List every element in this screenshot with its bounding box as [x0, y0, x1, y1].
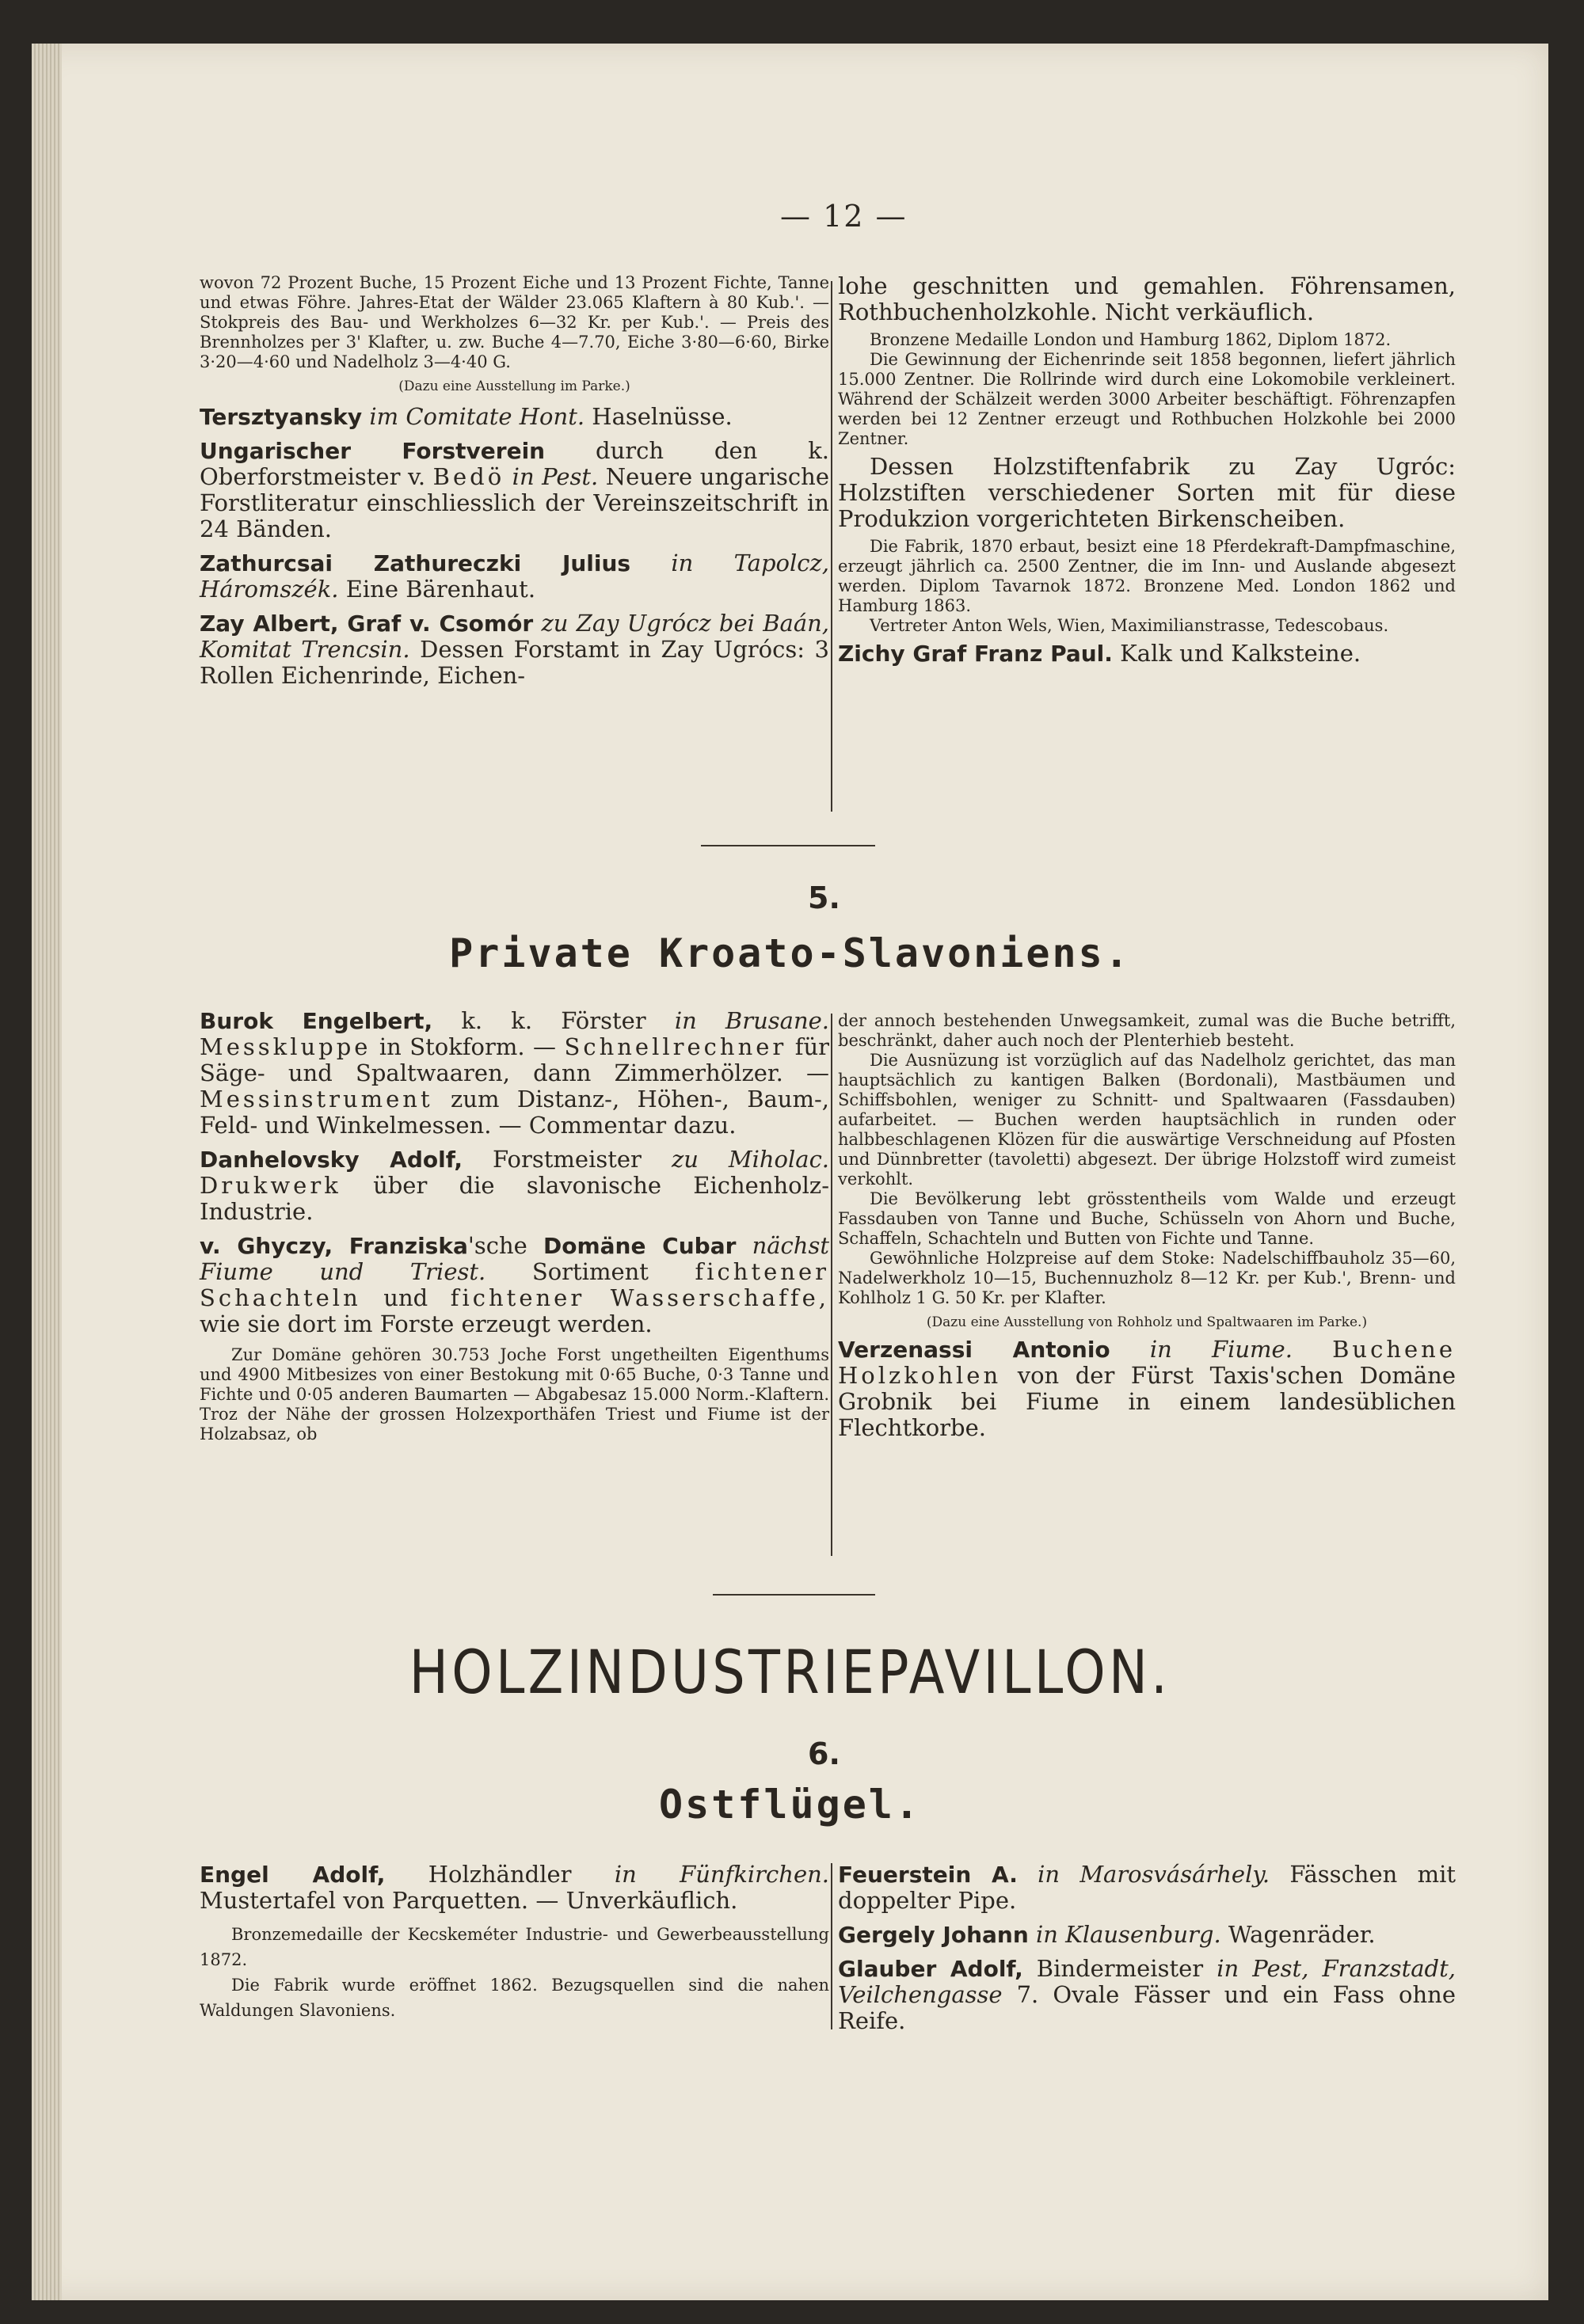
entry-verzenassi	[838, 1337, 1456, 1441]
book-page	[32, 44, 1548, 2300]
factory-text: Dessen Holzstiftenfabrik zu Zay Ugróc: Holzstiften verschiedener Sorten mit für diese Produkzion vorgerichteten Birkenscheiben.	[838, 453, 1456, 532]
exhibitor-name: Ungarischer Forstverein	[200, 438, 546, 464]
exhibit-text: 'sche	[467, 1232, 527, 1259]
continued-text: lohe geschnitten und gemahlen. Föhrensamen, Rothbuchenholzkohle. Nicht verkäuflich.	[838, 272, 1456, 325]
exhibit-item: Schnellrechner	[564, 1033, 787, 1060]
page-number: — 12 —	[780, 199, 908, 234]
exhibitor-place: in Pest.	[512, 463, 599, 490]
exhibit-item: fichtener Schachteln	[200, 1258, 829, 1311]
exhibitor-name: Domäne Cubar	[543, 1233, 737, 1259]
exhibitor-role: Holzhändler	[428, 1861, 572, 1888]
section-number: 6.	[808, 1736, 840, 1771]
award-note: Bronzemedaille der Kecskeméter Industrie- und Gewerbeausstellung 1872.	[200, 1925, 829, 1969]
exhibit-note: (Dazu eine Ausstellung im Parke.)	[398, 378, 630, 394]
exhibit-text: Haselnüsse.	[592, 403, 733, 430]
bottom-right-column	[838, 1862, 1456, 2034]
exhibitor-name: Engel Adolf,	[200, 1862, 386, 1888]
exhibit-item: Messinstrument	[200, 1086, 433, 1113]
exhibit-item: Buchene Holzkohlen	[838, 1336, 1456, 1389]
exhibitor-name: v. Ghyczy, Franziska	[200, 1233, 468, 1259]
exhibitor-place: in Pest, Franzstadt, Veilchengasse	[838, 1955, 1456, 2008]
award-note: Bronzene Medaille London und Hamburg 1862, Diplom 1872.	[870, 330, 1392, 349]
exhibitor-name: Zichy Graf Franz Paul.	[838, 641, 1113, 667]
exhibit-text: Dessen Forstamt in Zay Ugrócs: 3 Rollen Eichenrinde, Eichen-	[200, 636, 829, 689]
entry-zay	[200, 610, 829, 689]
column-divider	[831, 1014, 832, 1556]
person-name: Bedö	[432, 463, 505, 490]
exhibit-text: von der Fürst Taxis'schen Domäne Grobnik bei Fiume in einem landesüblichen Flechtkorbe.	[838, 1362, 1456, 1441]
entry-tersztyansky	[200, 404, 829, 430]
exhibitor-role: Forstmeister	[493, 1146, 642, 1173]
exhibit-text: Eine Bärenhaut.	[345, 576, 536, 603]
exhibitor-name: Verzenassi Antonio	[838, 1337, 1110, 1363]
factory-note: Die Fabrik wurde eröffnet 1862. Bezugsquellen sind die nahen Waldungen Slavoniens.	[200, 1976, 829, 2020]
exhibit-text: Neuere ungarische Forstliteratur einschliesslich der Vereinszeitschrift in 24 Bänden.	[200, 463, 830, 542]
mid-left-column	[200, 1008, 829, 1444]
exhibit-text: Wagenräder.	[1228, 1921, 1376, 1948]
entry-feuerstein	[838, 1862, 1456, 1914]
section-divider	[713, 1594, 875, 1596]
exhibit-text: Mustertafel von Parquetten. — Unverkäuflich.	[200, 1887, 738, 1914]
exhibitor-name: Glauber Adolf,	[838, 1956, 1023, 1982]
entry-gergely	[838, 1922, 1456, 1948]
exhibit-item: fichtener Wasserschaffe,	[450, 1284, 830, 1311]
domain-note: Zur Domäne gehören 30.753 Joche Forst ungetheilten Eigenthums und 4900 Mitbesizes von einer Bestokung mit 0·65 Buche, 0·3 Tanne und Fichte und 0·05 anderen Baumarten — Abgabesaz 15.000 Norm.-Klaftern. Troz der Nähe der grossen Holzexporthäfen Triest und Fiume ist der Holzabsaz, ob	[200, 1345, 829, 1443]
section-title: Ostflügel.	[658, 1782, 922, 1828]
exhibit-text: Kalk und Kalksteine.	[1120, 640, 1361, 667]
exhibit-text: und	[383, 1284, 428, 1311]
page-edge	[32, 44, 62, 2300]
representative-note: Vertreter Anton Wels, Wien, Maximilianstrasse, Tedescobaus.	[870, 616, 1389, 635]
exhibit-text: wie sie dort im Forste erzeugt werden.	[200, 1310, 653, 1337]
exhibitor-place: zu Zay Ugrócz bei Baán, Komitat Trencsin.	[200, 610, 830, 663]
top-left-column	[200, 273, 829, 689]
exhibitor-place: in Klausenburg.	[1035, 1921, 1221, 1948]
exhibitor-name: Zay Albert, Graf v. Csomór	[200, 610, 534, 637]
exhibitor-name: Zathurcsai Zathureczki Julius	[200, 550, 631, 576]
section-number: 5.	[808, 881, 840, 915]
exhibitor-name: Danhelovsky Adolf,	[200, 1147, 463, 1173]
exhibitor-name: Feuerstein A.	[838, 1862, 1018, 1888]
exhibit-text: Fässchen mit doppelter Pipe.	[838, 1861, 1456, 1914]
exhibitor-place: zu Miholac.	[671, 1146, 830, 1173]
intro-note: wovon 72 Prozent Buche, 15 Prozent Eiche und 13 Prozent Fichte, Tanne und etwas Föhre. Jahres-Etat der Wälder 23.065 Klaftern à 80 Kub.'. — Stokpreis des Bau- und Werkholzes 6—32 Kr. per Kub.'. — Preis des Brennholzes per 3' Klafter, u. zw. Buche 4—7.70, Eiche 3·80—6·60, Birke 3·20—4·60 und Nadelholz 3—4·40 G.	[200, 273, 829, 371]
exhibitor-name: Tersztyansky	[200, 404, 363, 430]
entry-danhelovsky	[200, 1147, 829, 1225]
column-divider	[831, 281, 832, 812]
entry-zathureczki	[200, 550, 829, 603]
exhibitor-place: nächst Fiume und Triest.	[200, 1232, 830, 1285]
factory-note: Die Fabrik, 1870 erbaut, besizt eine 18 Pferdekraft-Dampfmaschine, erzeugt jährlich ca. 2500 Zentner, die im Inn- und Auslande abgesezt werden. Diplom Tavarnok 1872. Bronzene Med. London 1862 und Hamburg 1863.	[838, 537, 1456, 615]
exhibit-text: Sortiment	[531, 1258, 649, 1285]
exhibitor-place: in Marosvásárhely.	[1038, 1861, 1270, 1888]
exhibit-text: zum Distanz-, Höhen-, Baum-, Feld- und Winkelmessen. — Commentar dazu.	[200, 1086, 829, 1139]
exhibit-item: Drukwerk	[200, 1172, 341, 1199]
exhibit-text: für Säge- und Spaltwaaren, dann Zimmerhölzer. —	[200, 1033, 830, 1086]
bottom-left-column	[200, 1862, 829, 2023]
price-note: Gewöhnliche Holzpreise auf dem Stoke: Nadelschiffbauholz 35—60, Nadelwerkholz 10—15, Buchennuzholz 8—12 Kr. per Kub.', Brenn- und Kohlholz 1 G. 50 Kr. per Klafter.	[838, 1249, 1456, 1307]
entry-burok	[200, 1008, 829, 1139]
exhibit-text: über die slavonische Eichenholz-Industrie.	[200, 1172, 829, 1225]
exhibit-text: durch den k. Oberforstmeister v.	[200, 437, 830, 490]
column-divider	[831, 1863, 832, 2029]
usage-note: Die Ausnüzung ist vorzüglich auf das Nadelholz gerichtet, das man hauptsächlich zu kantigen Balken (Bordonali), Mastbäumen und Schiffsbohlen, weniger zu Schnitt- und Spaltwaaren (Fassdauben) aufarbeitet. — Buchen werden hauptsächlich in runden oder halbbeschlagenen Klözen für die auswärtige Verschneidung auf Pfosten und Dünnbretter (tavoletti) abgesezt. Der übrige Holzstoff wird zumeist verkohlt.	[838, 1051, 1456, 1189]
section-title: Private Kroato-Slavoniens.	[449, 930, 1131, 976]
exhibitor-name: Gergely Johann	[838, 1922, 1029, 1948]
entry-glauber	[838, 1956, 1456, 2034]
exhibitor-place: in Fünfkirchen.	[614, 1861, 830, 1888]
exhibitor-name: Burok Engelbert,	[200, 1008, 433, 1034]
exhibitor-role: Bindermeister	[1036, 1955, 1204, 1982]
exhibitor-place: in Fiume.	[1149, 1336, 1293, 1363]
pavilion-title: HOLZINDUSTRIEPAVILLON.	[409, 1637, 1171, 1707]
entry-zichy	[838, 641, 1456, 667]
continued-note: der annoch bestehenden Unwegsamkeit, zumal was die Buche betrifft, beschränkt, daher auch noch der Plenterhieb besteht.	[838, 1011, 1456, 1050]
mid-right-column	[838, 1011, 1456, 1441]
production-note: Die Gewinnung der Eichenrinde seit 1858 begonnen, liefert jährlich 15.000 Zentner. Die Rollrinde wird durch eine Lokomobile verkleinert. Während der Schälzeit werden 3000 Arbeiter beschäftigt. Föhrenzapfen werden bei 12 Zentner erzeugt und Rothbuchen Holzkohle bei 2000 Zentner.	[838, 350, 1456, 448]
exhibit-text: in Stokform. —	[379, 1033, 557, 1060]
entry-engel	[200, 1862, 829, 1914]
exhibit-text: 7. Ovale Fässer und ein Fass ohne Reife.	[838, 1981, 1456, 2034]
entry-ghyczy	[200, 1233, 829, 1337]
exhibitor-role: k. k. Förster	[461, 1007, 646, 1034]
population-note: Die Bevölkerung lebt grösstentheils vom Walde und erzeugt Fassdauben von Tanne und Buche, Schüsseln von Ahorn und Buche, Schaffeln, Schachteln und Butten von Fichte und Tanne.	[838, 1189, 1456, 1248]
exhibit-item: Messkluppe	[200, 1033, 371, 1060]
exhibitor-place: in Brusane.	[674, 1007, 829, 1034]
entry-forstverein	[200, 438, 829, 542]
section-divider	[701, 845, 875, 846]
exhibit-note: (Dazu eine Ausstellung von Rohholz und Spaltwaaren im Parke.)	[926, 1314, 1368, 1330]
top-right-column	[838, 273, 1456, 667]
exhibitor-place: im Comitate Hont.	[369, 403, 585, 430]
exhibitor-place: in Tapolcz, Háromszék.	[200, 550, 830, 603]
